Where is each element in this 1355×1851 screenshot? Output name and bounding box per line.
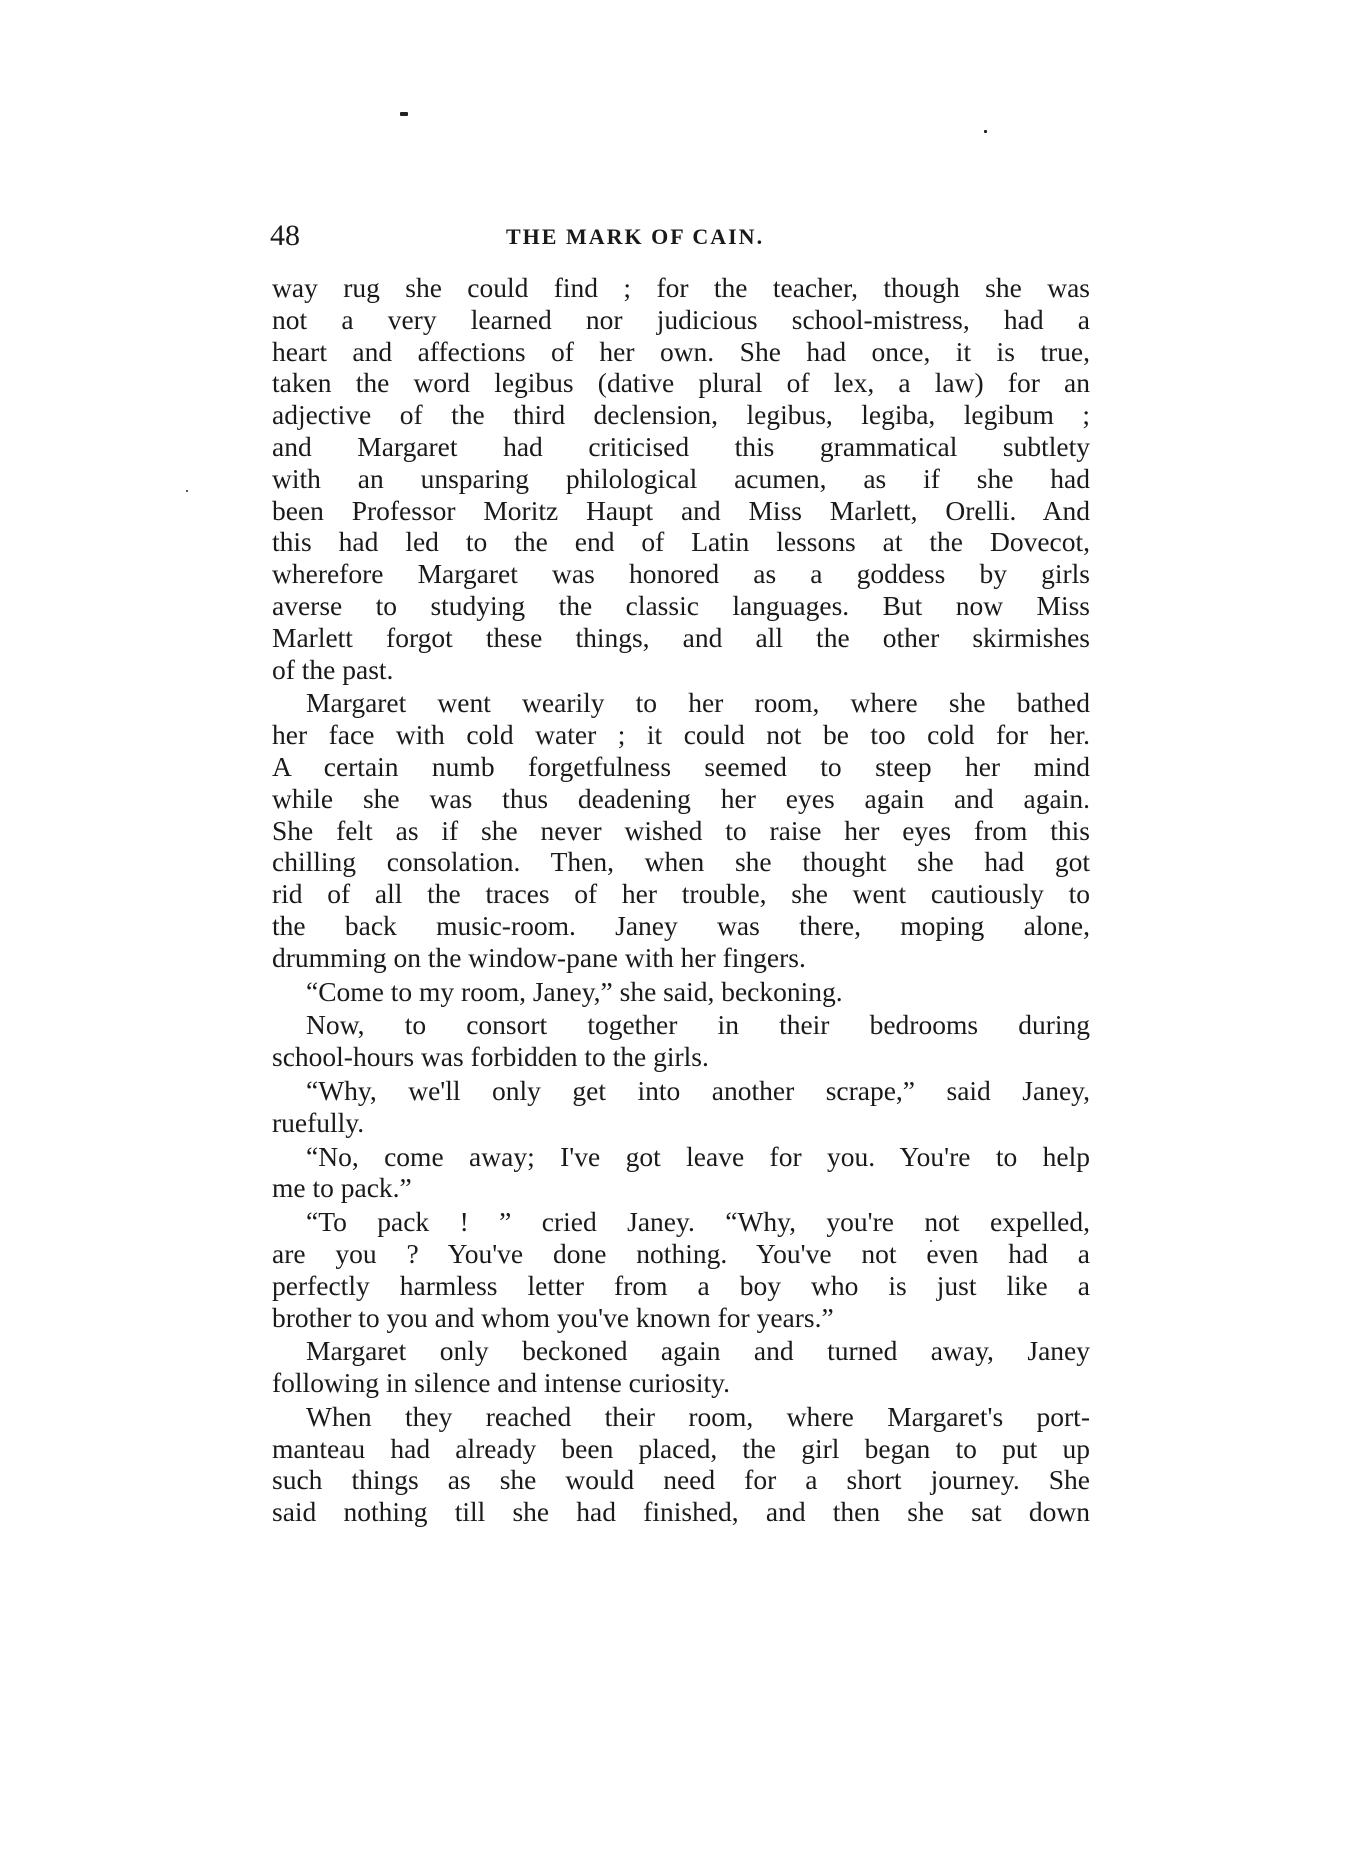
text-line: perfectly harmless letter from a boy who is just like a [272,1269,1090,1301]
text-line: “Come to my room, Janey,” she said, beckoning. [306,975,843,1007]
text-line: “Why, we'll only get into another scrape,” said Janey, [306,1074,1090,1106]
text-line: this had led to the end of Latin lessons at the Dovecot, [272,526,1090,558]
text-line: such things as she would need for a short journey. She [272,1464,1090,1496]
text-line: drumming on the window-pane with her fingers. [272,941,806,973]
text-line: heart and affections of her own. She had once, it is true, [272,335,1090,367]
text-line: the back music-room. Janey was there, moping alone, [272,909,1090,941]
text-line: school-hours was forbidden to the girls. [272,1041,709,1073]
text-line: taken the word legibus (dative plural of lex, a law) for an [272,367,1090,399]
print-speck [186,490,188,492]
page-header [270,218,1094,260]
text-line: A certain numb forgetfulness seemed to steep her mind [272,750,1090,782]
text-line: with an unsparing philological acumen, as if she had [272,462,1090,494]
text-line: chilling consolation. Then, when she thought she had got [272,846,1090,878]
text-line: She felt as if she never wished to raise her eyes from this [272,814,1090,846]
text-line: adjective of the third declension, legibus, legiba, legibum ; [272,399,1090,431]
text-line: rid of all the traces of her trouble, she went cautiously to [272,878,1090,910]
text-line: are you ? You've done nothing. You've not even had a [272,1237,1090,1269]
print-speck [984,130,987,133]
text-line: been Professor Moritz Haupt and Miss Marlett, Orelli. And [272,494,1090,526]
text-line: said nothing till she had finished, and then she sat down [272,1496,1090,1528]
text-line: wherefore Margaret was honored as a goddess by girls [272,558,1090,590]
text-line: of the past. [272,653,394,685]
text-line: while she was thus deadening her eyes again and again. [272,782,1090,814]
text-line: following in silence and intense curiosity. [272,1367,730,1399]
running-title: THE MARK OF CAIN. [506,224,765,249]
text-line: Margaret only beckoned again and turned away, Janey [306,1335,1090,1367]
text-line: Margaret went wearily to her room, where she bathed [306,687,1090,719]
text-line: her face with cold water ; it could not be too cold for her. [272,719,1090,751]
text-line: Now, to consort together in their bedrooms during [306,1009,1090,1041]
text-line: not a very learned nor judicious school-mistress, had a [272,303,1090,335]
text-line: When they reached their room, where Margaret's port- [306,1400,1090,1432]
text-line: manteau had already been placed, the girl began to put up [272,1432,1090,1464]
print-speck [400,112,408,116]
page-number: 48 [270,219,300,252]
body-text [272,272,1090,1528]
text-line: way rug she could find ; for the teacher, though she was [272,272,1090,303]
text-line: brother to you and whom you've known for years.” [272,1301,834,1333]
text-line: me to pack.” [272,1172,412,1204]
text-line: and Margaret had criticised this grammatical subtlety [272,430,1090,462]
text-line: averse to studying the classic languages. But now Miss [272,589,1090,621]
text-line: ruefully. [272,1106,365,1138]
text-line: “No, come away; I've got leave for you. You're to help [306,1140,1090,1172]
text-line: “To pack ! ” cried Janey. “Why, you're not expelled, [306,1206,1090,1238]
text-line: Marlett forgot these things, and all the other skirmishes [272,621,1090,653]
